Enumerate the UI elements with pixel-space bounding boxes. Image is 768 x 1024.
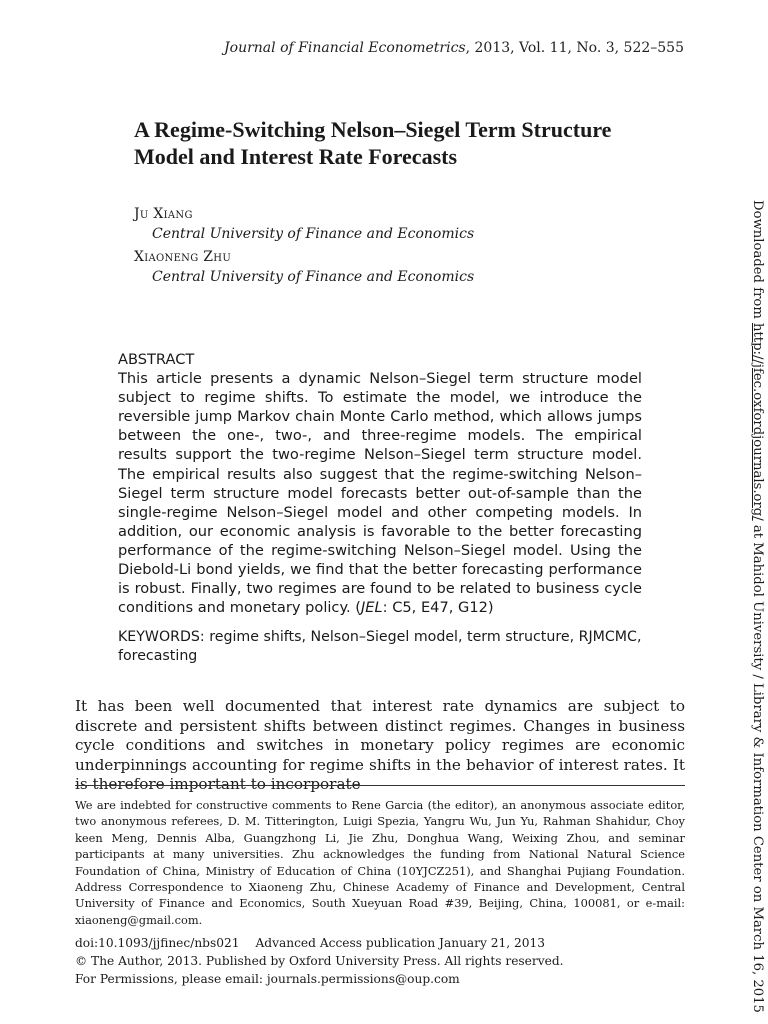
advance-access: Advanced Access publication January 21, 2013	[255, 936, 546, 950]
author-affiliation: Central University of Finance and Economics	[152, 269, 475, 285]
journal-name: Journal of Financial Econometrics	[224, 40, 466, 56]
copyright: © The Author, 2013. Published by Oxford University Press. All rights reserved.	[75, 954, 564, 969]
abstract-text: This article presents a dynamic Nelson–Siegel term structure model subject to regime shifts. To estimate the model, we introduce the reversible jump Markov chain Monte Carlo method, which allows jumps between the one-, two-, and three-regime models. The empirical results support the two-regime Nelson–Siegel term structure model. The empirical results also suggest that the regime-switching Nelson–Siegel term structure model forecasts better out-of-sample than the single-regime Nelson–Siegel model and other competing models. In addition, our economic analysis is favorable to the better forecasting performance of the regime-switching Nelson–Siegel model. Using the Diebold-Li bond yields, we find that the better forecasting performance is robust. Finally, two regimes are found to be related to business cycle conditions and monetary policy. (	[118, 370, 642, 617]
author-name: Xiaoneng Zhu	[134, 249, 232, 265]
journal-issue-details: , 2013, Vol. 11, No. 3, 522–555	[465, 40, 684, 56]
jel-label: JEL	[360, 599, 383, 617]
acknowledgement-footnote: We are indebted for constructive comments to Rene Garcia (the editor), an anonymous associate editor, two anonymous referees, D. M. Titterington, Luigi Spezia, Yangru Wu, Jun Yu, Rahman Shahidur, Choy keen Meng, Dennis Alba, Guangzhong Li, Jie Zhu, Donghua Wang, Weixing Zhou, and seminar participants at many universities. Zhu acknowledges the funding from National Natural Science Foundation of China, Ministry of Education of China (10YJCZ251), and Shanghai Pujiang Foundation. Address Correspondence to Xiaoneng Zhu, Chinese Academy of Finance and Development, Central University of Finance and Economics, South Xueyuan Road #39, Beijing, China, 100081, or e-mail: xiaoneng@gmail.com.	[75, 798, 685, 927]
author-name: Ju Xiang	[134, 206, 193, 222]
jel-codes: : C5, E47, G12)	[382, 599, 494, 617]
download-suffix: at Mahidol University / Library & Information Center on March 16, 2015	[750, 520, 765, 1013]
doi: doi:10.1093/jjfinec/nbs021	[75, 936, 240, 950]
abstract-heading: ABSTRACT	[118, 351, 195, 368]
journal-citation	[224, 40, 684, 56]
author-affiliation: Central University of Finance and Economics	[152, 226, 475, 242]
permissions: For Permissions, please email: journals.permissions@oup.com	[75, 972, 460, 987]
download-watermark	[748, 200, 766, 1013]
footnote-divider	[75, 785, 685, 786]
doi-line	[75, 934, 685, 952]
keywords-label: KEYWORDS:	[118, 629, 205, 645]
article-title: A Regime-Switching Nelson–Siegel Term Structure Model and Interest Rate Forecasts	[134, 117, 612, 169]
publication-info	[75, 934, 685, 989]
abstract	[118, 350, 642, 617]
keywords	[118, 628, 642, 666]
journal-link[interactable]: http://jfec.oxfordjournals.org/	[750, 323, 765, 521]
download-prefix: Downloaded from	[750, 200, 765, 324]
keywords-text: regime shifts, Nelson–Siegel model, term structure, RJMCMC, forecasting	[118, 629, 642, 665]
body-paragraph: It has been well documented that interest rate dynamics are subject to discrete and persistent shifts between distinct regimes. Changes in business cycle conditions and switches in monetary policy regimes are economic underpinnings accounting for regime shifts in the behavior of interest rates. It is therefore important to incorporate	[75, 697, 685, 794]
